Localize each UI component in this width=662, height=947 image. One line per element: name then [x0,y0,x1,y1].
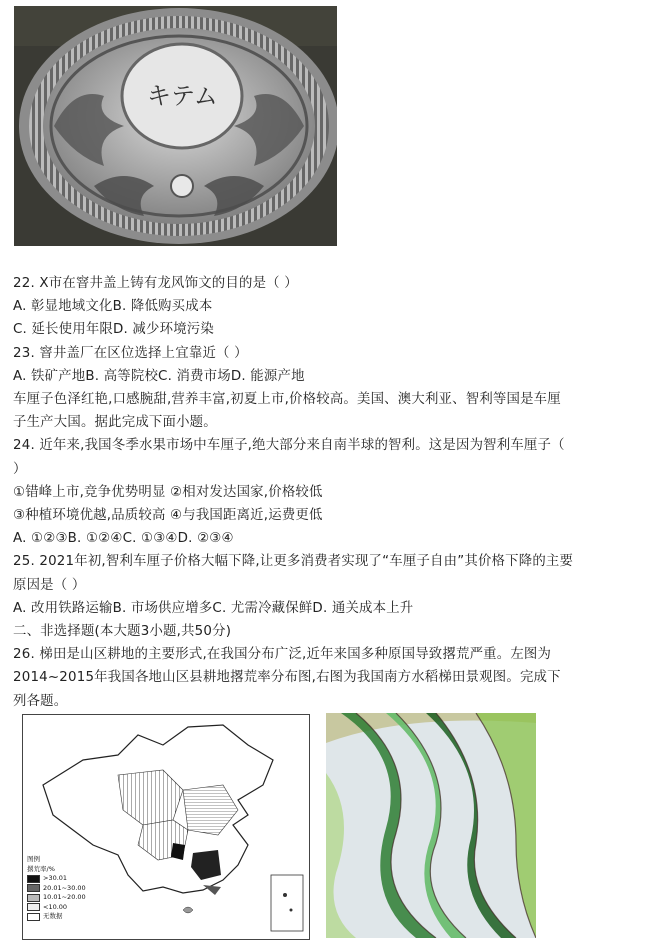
china-abandonment-map [22,714,310,940]
rice-terrace-illustration [326,713,536,938]
legend-label: <10.00 [43,902,68,911]
q22-options-ab: A. 彰显地域文化B. 降低购买成本 [13,299,213,315]
question-text-block [13,272,649,713]
q25-options: A. 改用铁路运输B. 市场供应增多C. 尤需冷藏保鲜D. 通关成本上升 [13,600,414,616]
q26-line-1: 26. 梯田是山区耕地的主要形式,在我国分布广泛,近年来国多种原国导致撂荒严重。左图为 [13,647,552,663]
legend-item [27,884,117,894]
q22-options-cd: C. 延长使用年限D. 减少环境污染 [13,322,214,338]
legend-label: 无数据 [43,912,63,920]
q24-stem-2: ） [13,461,27,477]
legend-swatch [27,875,40,883]
legend-swatch [27,913,40,921]
manhole-cover-illustration [14,6,337,246]
q22-stem: 22. X市在窨井盖上铸有龙风饰文的目的是（ ） [13,276,298,291]
section-2-heading: 二、非选择题(本大题3小题,共50分) [13,624,232,640]
map-legend [27,855,117,922]
legend-item [27,874,117,884]
q23-stem: 23. 窨井盖厂在区位选择上宜靠近（ ） [13,345,248,361]
legend-label: >30.01 [43,874,68,882]
legend-swatch [27,884,40,892]
manhole-glyph: キテム [147,82,218,110]
q24-options: A. ①②③B. ①②④C. ①③④D. ②③④ [13,531,234,547]
legend-label: 10.01~20.00 [43,893,86,901]
manhole-cover-photo [14,6,337,246]
q26-line-3: 列各题。 [13,693,68,709]
q25-stem-2: 原因是（ ） [13,577,86,593]
q23-options: A. 铁矿产地B. 高等院校C. 消费市场D. 能源产地 [13,368,305,384]
legend-swatch [27,903,40,911]
passage-line-1: 车厘子色泽红艳,口感腕甜,营养丰富,初夏上市,价格较高。美国、澳大利亚、智利等国是车厘 [13,392,561,408]
q26-line-2: 2014~2015年我国各地山区县耕地撂荒率分布图,右图为我国南方水稻梯田景观图。完成下 [13,670,561,686]
passage-line-2: 子生产大国。据此完成下面小题。 [13,415,217,431]
legend-title: 图例 [27,855,40,863]
legend-swatch [27,894,40,902]
legend-label: 20.01~30.00 [43,883,86,892]
q24-choice-1: ①错峰上市,竞争优势明显 ②相对发达国家,价格较低 [13,484,323,500]
legend-item [27,893,117,903]
legend-item [27,903,117,913]
q24-stem-1: 24. 近年来,我国冬季水果市场中车厘子,绝大部分来自南半球的智利。这是因为智利车厘子（ [13,438,565,454]
legend-subtitle: 撂荒率/% [27,864,55,873]
q24-choice-2: ③种植环境优越,品质较高 ④与我国距离近,运费更低 [13,508,323,524]
legend-item [27,912,117,922]
q25-stem-1: 25. 2021年初,智利车厘子价格大幅下降,让更多消费者实现了“车厘子自由”其价格下降的主要 [13,554,574,570]
rice-terrace-photo [326,713,536,938]
